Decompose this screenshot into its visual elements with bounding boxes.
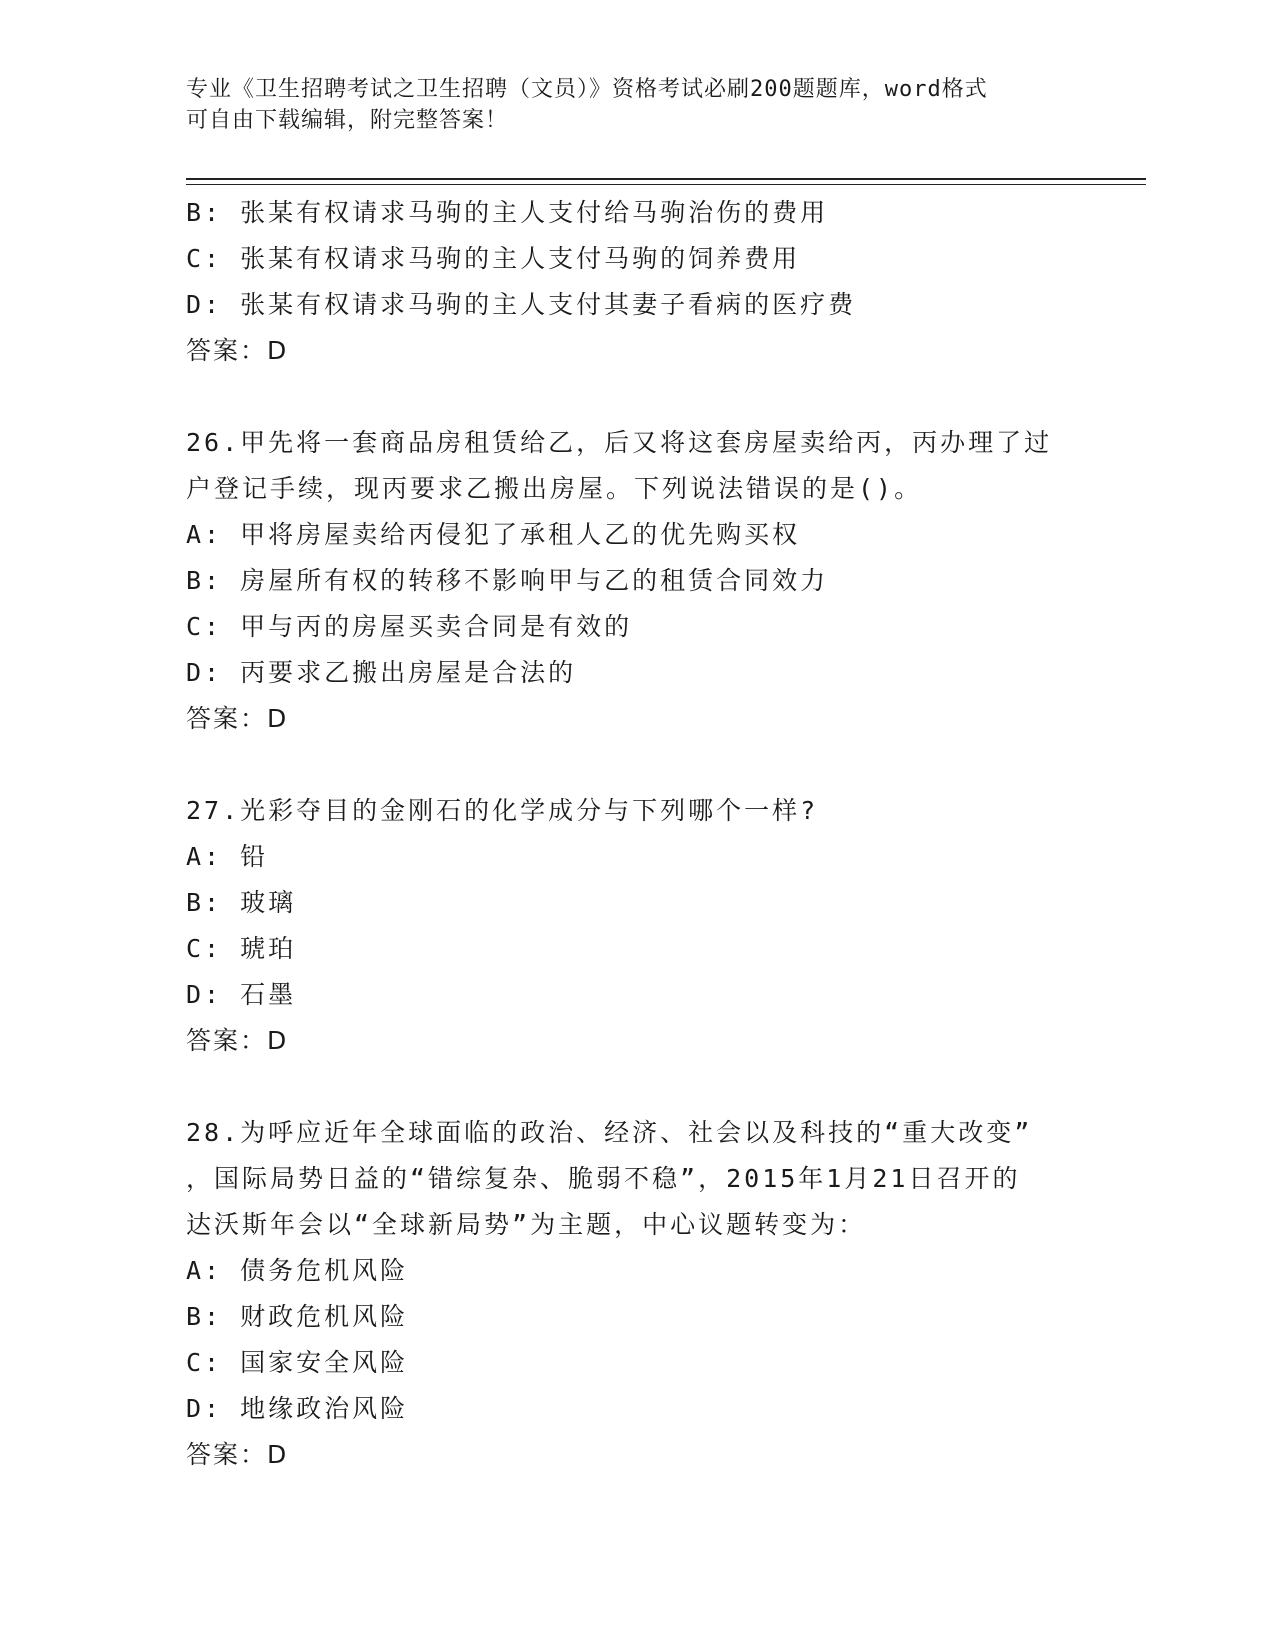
- question-stem-line: 26.甲先将一套商品房租赁给乙，后又将这套房屋卖给丙，丙办理了过: [186, 428, 1053, 457]
- header-line-1: 专业《卫生招聘考试之卫生招聘（文员）》资格考试必刷200题题库，word格式: [186, 77, 988, 102]
- answer-line: 答案：D: [186, 336, 289, 365]
- question-stem-line: 户登记手续，现丙要求乙搬出房屋。下列说法错误的是()。: [186, 474, 923, 503]
- document-header: [186, 74, 1086, 136]
- option-b: B: 房屋所有权的转移不影响甲与乙的租赁合同效力: [186, 566, 829, 595]
- question-27: [186, 788, 1086, 1064]
- option-d: D: 丙要求乙搬出房屋是合法的: [186, 658, 577, 687]
- option-a: A: 债务危机风险: [186, 1256, 409, 1285]
- question-28: [186, 1110, 1086, 1478]
- option-c: C: 琥珀: [186, 934, 297, 963]
- option-d: D: 张某有权请求马驹的主人支付其妻子看病的医疗费: [186, 290, 857, 319]
- question-25-tail: [186, 190, 1086, 374]
- option-d: D: 地缘政治风险: [186, 1394, 409, 1423]
- option-b: B: 财政危机风险: [186, 1302, 409, 1331]
- option-b: B: 张某有权请求马驹的主人支付给马驹治伤的费用: [186, 198, 829, 227]
- question-stem-line: 28.为呼应近年全球面临的政治、经济、社会以及科技的“重大改变”: [186, 1118, 1033, 1147]
- question-stem-line: ，国际局势日益的“错综复杂、脆弱不稳”，2015年1月21日召开的: [186, 1164, 1021, 1193]
- option-c: C: 张某有权请求马驹的主人支付马驹的饲养费用: [186, 244, 801, 273]
- option-c: C: 国家安全风险: [186, 1348, 409, 1377]
- answer-line: 答案：D: [186, 1440, 289, 1469]
- option-d: D: 石墨: [186, 980, 297, 1009]
- question-stem-line: 达沃斯年会以“全球新局势”为主题，中心议题转变为：: [186, 1210, 867, 1239]
- header-line-2: 可自由下载编辑，附完整答案！: [186, 108, 509, 133]
- question-26: [186, 420, 1086, 742]
- option-a: A: 铅: [186, 842, 269, 871]
- header-divider-thick: [186, 178, 1146, 180]
- answer-line: 答案：D: [186, 704, 289, 733]
- answer-line: 答案：D: [186, 1026, 289, 1055]
- header-divider-thin: [186, 184, 1146, 185]
- question-list: [186, 190, 1086, 1478]
- question-stem-line: 27.光彩夺目的金刚石的化学成分与下列哪个一样?: [186, 796, 819, 825]
- option-a: A: 甲将房屋卖给丙侵犯了承租人乙的优先购买权: [186, 520, 801, 549]
- option-c: C: 甲与丙的房屋买卖合同是有效的: [186, 612, 633, 641]
- option-b: B: 玻璃: [186, 888, 297, 917]
